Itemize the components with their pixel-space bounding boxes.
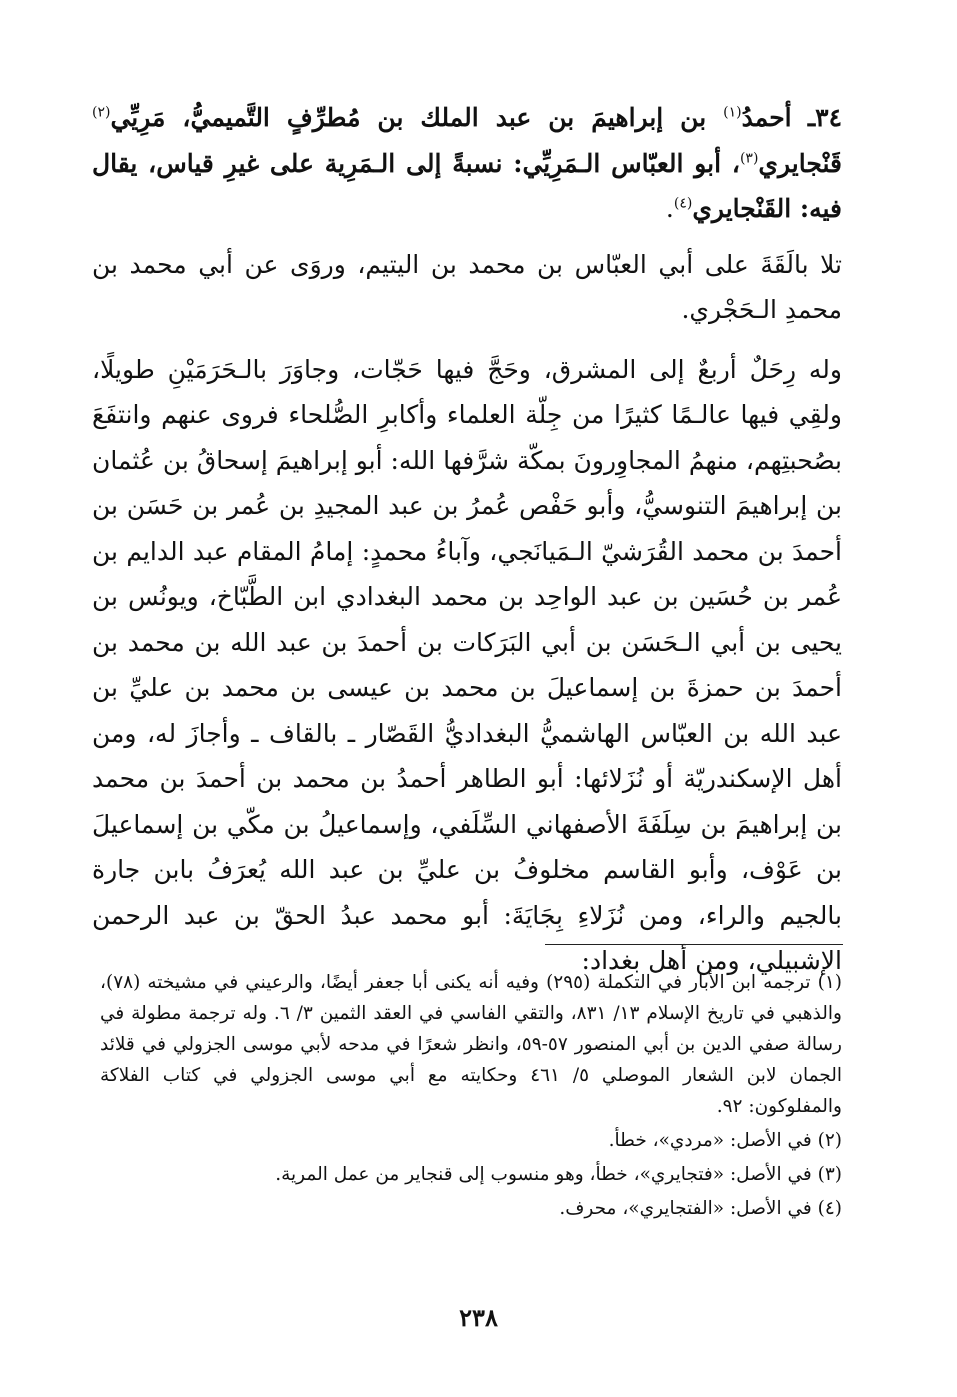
entry-heading-paragraph <box>92 95 842 232</box>
footnote-ref-4: (٤) <box>673 195 693 212</box>
footnote-ref-3: (٣) <box>739 150 759 167</box>
footnote-1: (١) ترجمه ابن الأبار في التكملة (٢٩٥) وفيه أنه يكنى أبا جعفر أيضًا، والرعيني في مشيخته (٧٨)، والذهبي في تاريخ الإسلام ١٣/ ٨٣١، والتقي الفاسي في العقد الثمين ٣/ ٦. وله ترجمة مطولة في رسالة صفي الدين بن أبي المنصور ٥٧-٥٩، وانظر شعرًا في مدحه لأبي موسى الجزولي في قلائد الجمان لابن الشعار الموصلي ٥/ ٤٦١ وحكايته مع أبي موسى الجزولي في كتاب الفلاكة والمفلوكون: ٩٢. <box>100 972 842 1117</box>
footnote-4: (٤) في الأصل: «الفتجايري»، محرف. <box>559 1198 842 1219</box>
footnote-divider <box>545 944 843 945</box>
paragraph-2: وله رِحَلٌ أربعٌ إلى المشرق، وحَجَّ فيها حَجّات، وجاوَرَ بالـحَرَمَيْنِ طويلًا، ولقِي فيها عالـمًا كثيرًا من جِلّة العلماء وأكابرِ الصُّلحاء فروى عنهم وانتفَعَ بصُحبتِهم، منهمُ المجاوِرونَ بمكّة شرَّفها الله: أبو إبراهيمَ إسحاقُ بن عُثمان بن إبراهيمَ التنوسيُّ، وأبو حَفْص عُمرُ بن عبد المجيدِ بن عُمر بن حَسَن بن أحمدَ بن محمد القُرَشيّ الـمَيانَجي، وآباءُ محمدٍ: إمامُ المقام عبد الدايم بن عُمر بن حُسَين بن عبد الواحِد بن محمد البغدادي ابن الطَّبّاخ، ويونُس بن يحيى بن أبي الـحَسَن بن أبي البَرَكات بن أحمدَ بن عبد الله بن محمد بن أحمدَ بن حمزةَ بن إسماعيلَ بن محمد بن عيسى بن محمد بن عليِّ بن عبد الله بن العبّاس الهاشميُّ البغداديُّ القَصّار ـ بالقاف ـ وأجازَ له، ومن أهل الإسكندريّة أو نُزَلائها: أبو الطاهر أحمدُ بن محمد بن أحمدَ بن محمد بن إبراهيمَ بن سِلَفَةَ الأصفهاني السِّلَفي، وإسماعيلُ بن مكّي بن إسماعيلَ بن عَوْف، وأبو القاسم مخلوفُ بن عليِّ بن عبد الله يُعرَفُ بابن جارة بالجيم والراء، ومن نُزَلاءِ بِجَايَةَ: أبو محمد عبدُ الحقّ بن عبد الرحمن الإشبيلي، ومن أهل بغداد: <box>92 354 842 975</box>
entry-nisba-1: مَرِيِّي <box>110 103 166 132</box>
paragraph-1: تلا بالَقَةَ على أبي العبّاس بن محمد بن اليتيم، وروَى عن أبي محمد بن محمدِ الـحَجْري. <box>92 249 842 324</box>
entry-end: . <box>665 194 674 223</box>
footnote-2: (٢) في الأصل: «مردي»، خطأ. <box>608 1130 842 1151</box>
entry-number: ٣٤ـ <box>807 103 843 132</box>
page-number: ٢٣٨ <box>459 1303 498 1332</box>
footnote-ref-2: (٢) <box>92 104 111 121</box>
footnotes <box>100 967 842 1224</box>
entry-name: أحمدُ <box>741 103 792 132</box>
entry-lineage: بن إبراهيمَ بن عبد الملك بن مُطرِّفٍ التَّميميُّ، <box>165 103 724 132</box>
entry-nisba-2: قَنْجايري <box>758 148 842 178</box>
main-text <box>92 95 842 984</box>
footnote-ref-1: (١) <box>723 104 742 121</box>
footnote-3: (٣) في الأصل: «فتجايري»، خطأ، وهو منسوب إلى قنجاير من عمل المرية. <box>275 1164 842 1185</box>
entry-kunya: ، أبو العبّاس الـمَرِيِّي: نسبةً إلى الـمَرِية على غيرِ قياس، يقال فيه: القَنْجايري <box>92 148 842 223</box>
